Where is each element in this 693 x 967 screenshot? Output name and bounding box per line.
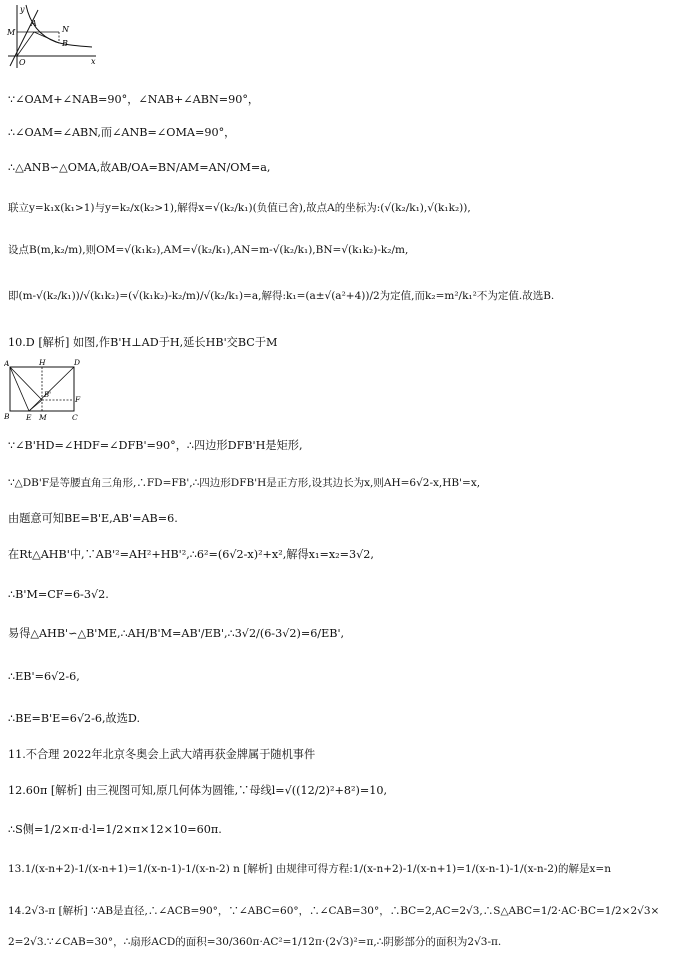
text-line-4: 联立y=k₁x(k₁>1)与y=k₂/x(k₂>1),解得x=√(k₂/k₁)(负值已舍),故点A的坐标为:(√(k₂/k₁),√(k₁k₂)),: [8, 202, 471, 214]
fig2-label-b-prime: B': [44, 391, 52, 399]
text-line-17: 12.60π [解析] 由三视图可知,原几何体为圆锥,∵母线l=√((12/2)²+8²)=10,: [8, 784, 387, 797]
text-line-19: 13.1/(x-n+2)-1/(x-n+1)=1/(x-n-1)-1/(x-n-2) n [解析] 由规律可得方程:1/(x-n+2)-1/(x-n+1)=1/(x-n-1)-1/(x-n-2)的解是x=n: [8, 863, 611, 875]
text-line-2: ∴∠OAM=∠ABN,而∠ANB=∠OMA=90°，: [8, 126, 236, 139]
fig1-label-b: B: [62, 39, 68, 48]
fig1-label-m: M: [7, 28, 16, 37]
text-line-13: 易得△AHB'∽△B'ME,∴AH/B'M=AB'/EB',∴3√2/(6-3√2)=6/EB',: [8, 627, 345, 640]
fig2-label-m: M: [39, 413, 47, 422]
text-line-15: ∴BE=B'E=6√2-6,故选D.: [8, 712, 141, 725]
text-line-12: ∴B'M=CF=6-3√2.: [8, 588, 109, 601]
text-line-10: 由题意可知BE=B'E,AB'=AB=6.: [8, 512, 178, 525]
text-line-11: 在Rt△AHB'中,∵AB'²=AH²+HB'²,∴6²=(6√2-x)²+x²,解得x₁=x₂=3√2,: [8, 548, 374, 561]
text-line-7: 10.D [解析] 如图,作B'H⊥AD于H,延长HB'交BC于M: [8, 336, 278, 349]
fig1-label-y: y: [20, 5, 25, 14]
text-line-21: 2=2√3.∵∠CAB=30°，∴扇形ACD的面积=30/360π·AC²=1/12π·(2√3)²=π,∴阴影部分的面积为2√3-π.: [8, 936, 502, 948]
fig2-label-e: E: [26, 413, 32, 422]
fig2-label-c: C: [72, 413, 78, 422]
text-line-5: 设点B(m,k₂/m),则OM=√(k₁k₂),AM=√(k₂/k₁),AN=m-√(k₂/k₁),BN=√(k₁k₂)-k₂/m,: [8, 244, 409, 256]
fig2-label-h: H: [39, 358, 46, 367]
text-line-16: 11.不合理 2022年北京冬奥会上武大靖再获金牌属于随机事件: [8, 748, 316, 761]
figure-square: [4, 358, 84, 422]
fig1-label-a: A: [31, 19, 37, 28]
figure-graph: [4, 2, 104, 70]
text-line-20: 14.2√3-π [解析] ∵AB是直径,∴∠ACB=90°，∵∠ABC=60°，∴∠CAB=30°，∴BC=2,AC=2√3,∴S△ABC=1/2·AC·BC=1/2×2√3×: [8, 905, 660, 917]
text-line-14: ∴EB'=6√2-6,: [8, 670, 80, 683]
text-line-9: ∵△DB'F是等腰直角三角形,∴FD=FB',∴四边形DFB'H是正方形,设其边长为x,则AH=6√2-x,HB'=x,: [8, 477, 481, 489]
fig2-label-f: F: [75, 395, 81, 404]
text-line-6: 即(m-√(k₂/k₁))/√(k₁k₂)=(√(k₁k₂)-k₂/m)/√(k₂/k₁)=a,解得:k₁=(a±√(a²+4))/2为定值,而k₂=m²/k₁²不为定值.故选B.: [8, 290, 555, 302]
text-line-3: ∴△ANB∽△OMA,故AB/OA=BN/AM=AN/OM=a,: [8, 161, 271, 174]
text-line-8: ∵∠B'HD=∠HDF=∠DFB'=90°，∴四边形DFB'H是矩形,: [8, 439, 303, 452]
fig2-label-d: D: [74, 358, 81, 367]
fig1-label-x: x: [91, 57, 96, 66]
text-line-1: ∵∠OAM+∠NAB=90°，∠NAB+∠ABN=90°，: [8, 93, 260, 106]
fig1-label-o: O: [19, 58, 26, 67]
fig2-label-b: B: [4, 412, 10, 421]
fig2-label-a: A: [4, 359, 10, 368]
text-line-18: ∴S侧=1/2×π·d·l=1/2×π×12×10=60π.: [8, 823, 222, 836]
fig1-label-n: N: [62, 25, 69, 34]
